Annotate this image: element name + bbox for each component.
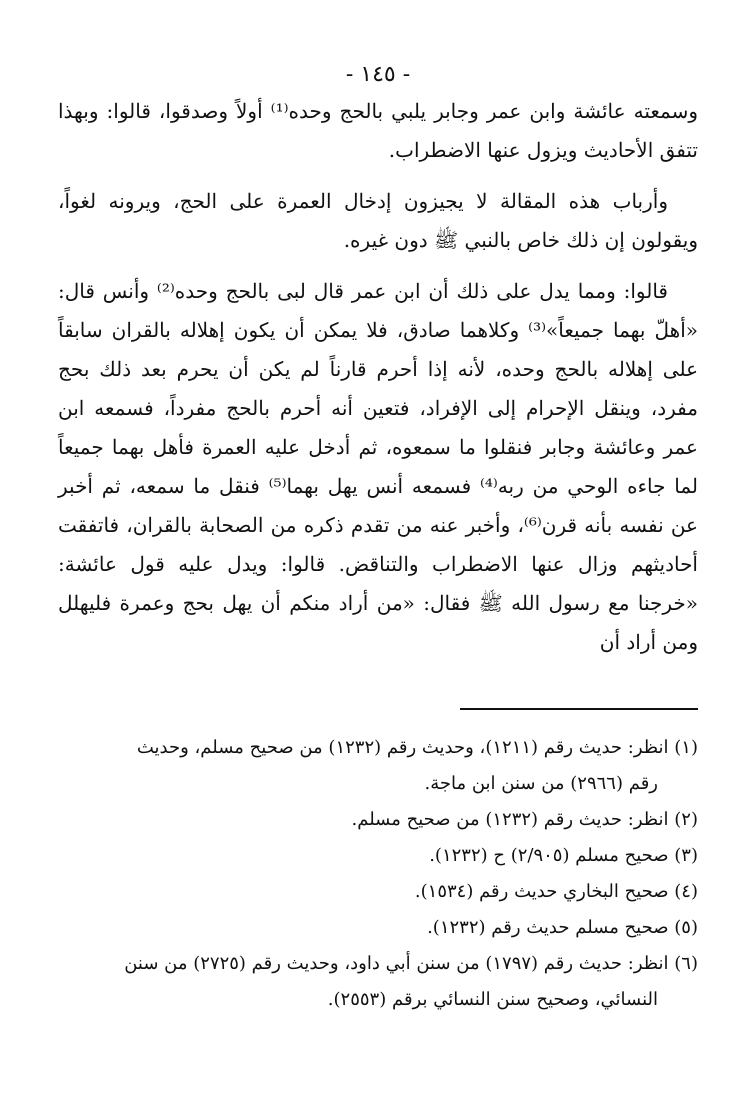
footnote-text: صحيح مسلم (٢/٩٠٥) ح (١٢٣٢). <box>429 845 669 866</box>
page-content <box>58 60 698 662</box>
body-text <box>58 92 698 662</box>
footnote-text: صحيح مسلم حديث رقم (١٢٣٢). <box>427 917 669 938</box>
footnote-marker: (٦) <box>674 953 698 974</box>
footnote-4 <box>58 874 698 910</box>
footnote-text: انظر: حديث رقم (١٢١١)، وحديث رقم (١٢٣٢) من صحيح مسلم، وحديث <box>136 737 669 758</box>
footnote-3 <box>58 838 698 874</box>
paragraph-3: قالوا: ومما يدل على ذلك أن ابن عمر قال لبى بالحج وحده⁽²⁾ وأنس قال: «أهلّ بهما جميعاً»⁽³⁾ وكلاهما صادق، فلا يمكن أن يكون إهلاله بالقران سابقاً على إهلاله بالحج وحده، لأنه إذا أحرم قارناً لم يكن أن يحرم بعد ذلك بحج مفرد، وينقل الإحرام إلى الإفراد، فتعين أنه أحرم بالحج مفرداً، فسمعه ابن عمر وعائشة وجابر فنقلوا ما سمعوه، ثم أدخل عليه العمرة فأهل بهما جميعاً لما جاءه الوحي من ربه⁽⁴⁾ فسمعه أنس يهل بهما⁽⁵⁾ فنقل ما سمعه، ثم أخبر عن نفسه بأنه قرن⁽⁶⁾، وأخبر عنه من تقدم ذكره من الصحابة بالقران، فاتفقت أحاديثهم وزال عنها الاضطراب والتناقض. قالوا: ويدل عليه قول عائشة: «خرجنا مع رسول الله ﷺ فقال: «من أراد منكم أن يهل بحج وعمرة فليهلل ومن أراد أن <box>58 279 698 654</box>
footnote-2 <box>58 802 698 838</box>
footnote-text-continued: النسائي، وصحيح سنن النسائي برقم (٢٥٥٣). <box>327 989 658 1010</box>
footnote-marker: (٤) <box>674 881 698 902</box>
paragraph-1: وسمعته عائشة وابن عمر وجابر يلبي بالحج وحده⁽¹⁾ أولاً وصدقوا، قالوا: وبهذا تتفق الأحاديث ويزول عنها الاضطراب. <box>58 99 698 162</box>
footnote-6 <box>58 946 698 1018</box>
page-number: - ١٤٥ - <box>345 62 411 87</box>
footnote-1 <box>58 730 698 802</box>
footnote-marker: (١) <box>674 737 698 758</box>
footnote-text: انظر: حديث رقم (١٢٣٢) من صحيح مسلم. <box>351 809 669 830</box>
footnote-text: انظر: حديث رقم (١٧٩٧) من سنن أبي داود، وحديث رقم (٢٧٢٥) من سنن <box>124 953 669 974</box>
footnote-text: صحيح البخاري حديث رقم (١٥٣٤). <box>414 881 669 902</box>
footnote-divider <box>460 708 698 710</box>
paragraph-2: وأرباب هذه المقالة لا يجيزون إدخال العمرة على الحج، ويرونه لغواً، ويقولون إن ذلك خاص بالنبي ﷺ دون غيره. <box>58 189 698 252</box>
footnote-5 <box>58 910 698 946</box>
footnote-marker: (٢) <box>674 809 698 830</box>
footnote-marker: (٣) <box>674 845 698 866</box>
footnote-marker: (٥) <box>674 917 698 938</box>
footnote-text-continued: رقم (٢٩٦٦) من سنن ابن ماجة. <box>424 773 658 794</box>
footnotes <box>58 730 698 1018</box>
